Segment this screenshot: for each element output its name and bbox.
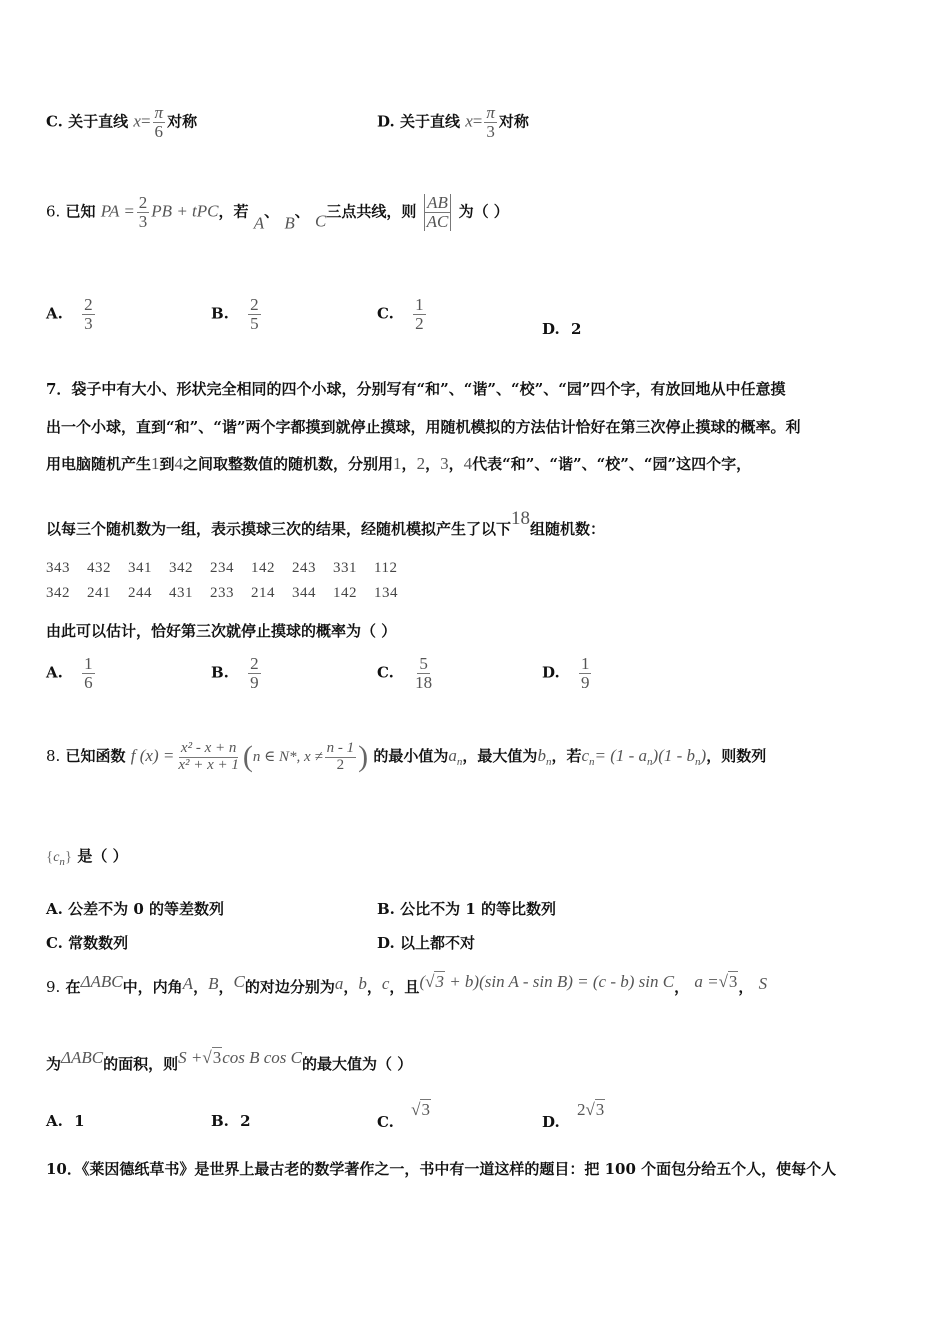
- option-text: 公差不为 0 的等差数列: [68, 900, 224, 918]
- random-number: 432: [87, 560, 111, 576]
- random-numbers-row-2: [46, 585, 415, 602]
- right-paren: ): [358, 740, 369, 773]
- q6-option-a: [46, 296, 97, 333]
- fraction: [484, 104, 497, 141]
- angle-b: B: [208, 974, 219, 993]
- option-text: 以上都不对: [399, 934, 475, 952]
- fraction: [82, 655, 95, 692]
- fraction: [413, 655, 434, 692]
- a-equals: a =: [694, 972, 719, 991]
- comma: ，: [738, 978, 754, 996]
- sqrt-radicand: 3: [595, 1100, 605, 1119]
- function-name: f (x) =: [130, 746, 175, 765]
- angle-c: C: [233, 972, 245, 991]
- random-number: 134: [374, 585, 398, 601]
- point-label: C: [315, 211, 327, 231]
- frac-den: 5: [250, 313, 259, 333]
- stem-text: ，且: [389, 978, 420, 996]
- separator: 、: [264, 202, 280, 221]
- equation: (√3 + b)(sin A - sin B) = (c - b) sin C: [419, 972, 675, 991]
- number: 4: [174, 454, 184, 473]
- side-a: a: [334, 974, 344, 993]
- abs-ratio: [424, 194, 452, 231]
- random-number: 142: [251, 560, 275, 576]
- option-text: 常数数列: [68, 934, 129, 952]
- stem-text: ，若: [551, 747, 582, 765]
- random-number: 342: [46, 585, 70, 601]
- option-text: 关于直线: [68, 112, 129, 131]
- q8-stem-2: [46, 845, 128, 868]
- option-letter: B.: [211, 1112, 229, 1130]
- comma: ，: [218, 978, 234, 996]
- comma: ，: [425, 455, 441, 473]
- stem-text: 中，内角: [122, 978, 183, 996]
- stem-text: 为: [46, 1055, 62, 1073]
- left-paren: (: [242, 740, 253, 773]
- var-c: c: [53, 850, 60, 865]
- number: 1: [393, 454, 402, 473]
- comma: ，: [193, 978, 209, 996]
- angle-a: A: [182, 974, 194, 993]
- subscript: n: [545, 756, 552, 768]
- var-b: b: [537, 746, 546, 765]
- equals-sign: =: [472, 111, 483, 131]
- left-brace: {: [46, 849, 54, 865]
- random-number: 431: [169, 585, 193, 601]
- comma: ，: [674, 978, 690, 996]
- stem-text: ，则数列: [706, 747, 767, 765]
- option-letter: B.: [211, 304, 229, 323]
- frac-den: 18: [415, 672, 433, 692]
- stem-text: 的最小值为: [373, 747, 449, 765]
- frac-num: 5: [419, 654, 428, 673]
- comma: ，: [448, 455, 464, 473]
- q7-line-4: [46, 508, 605, 539]
- right-brace: }: [64, 849, 73, 865]
- sqrt-radicand: 3: [435, 972, 444, 991]
- option-letter: A.: [46, 663, 63, 682]
- q7-option-d: [542, 655, 593, 692]
- q7-question: 由此可以估计，恰好第三次就停止摸球的概率为（ ）: [46, 622, 397, 640]
- frac-den: 6: [154, 121, 164, 141]
- paren: (: [419, 972, 426, 991]
- frac-num: 1: [84, 654, 93, 673]
- stem-text: 之间取整数值的随机数，分别用: [183, 455, 394, 473]
- frac-num: π: [486, 103, 495, 122]
- question-number: 9.: [46, 978, 61, 996]
- option-letter: D.: [377, 934, 395, 952]
- q7-line-2: 出一个小球，直到“和”、“谐”两个字都摸到就停止摸球，用随机模拟的方法估计恰好在第三次停止摸球的概率。利: [46, 418, 801, 436]
- option-value: 2: [570, 320, 582, 338]
- stem-text: 已知: [65, 202, 96, 221]
- comma: ，: [366, 978, 382, 996]
- frac-num: 2: [250, 654, 259, 673]
- frac-num: 1: [580, 654, 590, 673]
- stem-text: 为（ ）: [458, 202, 509, 221]
- fraction: [579, 655, 592, 692]
- option-value: 2: [240, 1112, 251, 1130]
- abs-ac: AC: [424, 213, 452, 231]
- option-letter: D.: [377, 112, 395, 131]
- option-letter: D.: [542, 1113, 560, 1131]
- option-text: 公比不为 1 的等比数列: [400, 900, 557, 918]
- frac-den: 3: [138, 211, 148, 231]
- q6-stem: [46, 194, 509, 233]
- stem-text: 的对边分别为: [244, 978, 335, 996]
- fraction: [413, 296, 426, 333]
- subscript: n: [647, 756, 653, 768]
- question-number: 8.: [46, 747, 61, 765]
- random-number: 142: [333, 585, 357, 601]
- q9-option-d: D. 2√3: [542, 1100, 605, 1131]
- stem-text: 的最大值为（ ）: [302, 1055, 413, 1073]
- subscript: n: [456, 756, 463, 768]
- frac-num: x² - x + n: [180, 739, 237, 756]
- number: 2: [416, 454, 426, 473]
- fraction: [137, 194, 150, 231]
- fraction: [153, 104, 166, 141]
- comma: ，: [343, 978, 359, 996]
- frac-num: 2: [84, 295, 93, 314]
- q6-option-b: [211, 296, 263, 333]
- random-number: 343: [46, 560, 70, 576]
- random-number: 241: [87, 585, 111, 601]
- coefficient: 2: [576, 1100, 586, 1119]
- var-a: a: [448, 746, 457, 765]
- option-letter: A.: [46, 1112, 63, 1130]
- frac-num: 1: [415, 295, 424, 314]
- separator: 、: [294, 202, 310, 221]
- equals-sign: =: [140, 111, 151, 131]
- fraction: [176, 741, 241, 774]
- stem-text: 已知函数: [65, 747, 126, 765]
- stem-text: ，最大值为: [462, 747, 538, 765]
- option-text-end: 对称: [167, 112, 198, 131]
- fraction: [325, 741, 357, 774]
- var-x: x: [133, 111, 141, 131]
- option-letter: C.: [377, 304, 394, 323]
- random-number: 342: [169, 560, 193, 576]
- stem-text: 代表“和”、“谐”、“校”、“园”这四个字，: [472, 455, 752, 473]
- expr: cos B cos C: [222, 1048, 302, 1067]
- point-label: B: [284, 213, 295, 233]
- number: 18: [511, 508, 531, 529]
- option-letter: C.: [46, 112, 63, 131]
- random-number: 243: [292, 560, 316, 576]
- frac-num: 2: [250, 295, 259, 314]
- triangle-label: ΔABC: [61, 1048, 104, 1067]
- frac-den: 9: [250, 672, 259, 692]
- random-number: 244: [128, 585, 152, 601]
- question-number: 6.: [46, 202, 61, 221]
- q9-stem-2: 为ΔABC的面积，则S +√3cos B cos C的最大值为（ ）: [46, 1048, 413, 1073]
- q9-stem: 9. 在ΔABC中，内角A，B，C的对边分别为a，b，c，且(√3 + b)(sin A - sin B) = (c - b) sin C， a =√3， S: [46, 972, 768, 996]
- q8-option-a: [46, 898, 224, 919]
- sqrt-radicand: 3: [212, 1048, 222, 1067]
- domain-condition: n ∈ N*, x ≠: [252, 749, 323, 765]
- option-letter: D.: [542, 663, 560, 682]
- q7-option-c: [377, 655, 436, 692]
- sqrt-radicand: 3: [421, 1100, 430, 1119]
- option-letter: D.: [542, 320, 560, 338]
- vector-expr: PB + tPC: [151, 201, 219, 221]
- subscript: n: [695, 756, 701, 768]
- abs-ab: AB: [424, 194, 451, 213]
- expr: ): [700, 746, 707, 765]
- q6-option-c: [377, 296, 428, 333]
- option-letter: A.: [46, 900, 63, 918]
- option-letter: C.: [377, 1113, 394, 1131]
- q6-option-d: [542, 320, 581, 338]
- option-value: 1: [74, 1112, 85, 1130]
- random-number: 112: [374, 560, 398, 576]
- q8-option-b: [377, 898, 556, 919]
- q7-option-a: [46, 655, 97, 692]
- option-letter: B.: [211, 663, 229, 682]
- q7-line-3: [46, 453, 751, 474]
- frac-den: 6: [84, 672, 93, 692]
- subscript: n: [589, 756, 595, 768]
- option-letter: C.: [377, 663, 394, 682]
- frac-den: 9: [580, 672, 590, 692]
- frac-num: π: [154, 103, 164, 122]
- option-text: 关于直线: [399, 112, 460, 131]
- random-number: 233: [210, 585, 234, 601]
- q8-option-d: [377, 932, 475, 953]
- frac-den: x² + x + 1: [178, 756, 239, 773]
- q9-option-c: C. √3: [377, 1100, 430, 1131]
- stem-text: 三点共线，则: [326, 202, 417, 221]
- random-number: 344: [292, 585, 316, 601]
- triangle-label: ΔABC: [80, 972, 123, 991]
- vector-expr: PA =: [100, 201, 135, 221]
- var-c: c: [581, 746, 589, 765]
- side-c: c: [381, 974, 390, 993]
- q10-line-1: 10．《莱因德纸草书》是世界上最古老的数学著作之一，书中有一道这样的题目：把 100 个面包分给五个人，使每个人: [46, 1160, 837, 1178]
- fraction: [248, 655, 261, 692]
- number: 3: [440, 454, 449, 473]
- q5-option-d: [377, 104, 529, 141]
- frac-den: 2: [336, 756, 345, 773]
- side-b: b: [358, 974, 367, 993]
- expr: S +: [178, 1048, 203, 1067]
- stem-text: 是（ ）: [77, 847, 128, 865]
- frac-den: 3: [84, 313, 93, 333]
- stem-text: 的面积，则: [103, 1055, 179, 1073]
- random-number: 234: [210, 560, 234, 576]
- equation-rest: + b)(sin A - sin B) = (c - b) sin C: [449, 972, 675, 991]
- number: 1: [151, 454, 160, 473]
- option-letter: A.: [46, 304, 63, 323]
- random-number: 341: [128, 560, 152, 576]
- stem-text: 以每三个随机数为一组，表示摸球三次的结果，经随机模拟产生了以下: [46, 520, 512, 538]
- stem-text: 到: [159, 455, 175, 473]
- random-numbers-row-1: [46, 560, 414, 577]
- option-letter: B.: [377, 900, 395, 918]
- expr: = (1 - a: [594, 746, 648, 765]
- stem-text: 在: [65, 978, 81, 996]
- subscript: n: [59, 856, 65, 868]
- q8-stem: [46, 740, 766, 774]
- q9-option-a: [46, 1112, 85, 1130]
- frac-num: n - 1: [326, 739, 355, 756]
- q7-line-1: 7．袋子中有大小、形状完全相同的四个小球，分别写有“和”、“谐”、“校”、“园”四个字，有放回地从中任意摸: [46, 380, 786, 398]
- q5-option-c: [46, 104, 197, 141]
- stem-text: 用电脑随机产生: [46, 455, 152, 473]
- random-number: 214: [251, 585, 275, 601]
- q9-option-b: [211, 1112, 251, 1130]
- fraction: [82, 296, 95, 333]
- frac-den: 2: [415, 313, 424, 333]
- fraction: [248, 296, 261, 333]
- random-number: 331: [333, 560, 357, 576]
- frac-den: 3: [486, 121, 495, 141]
- point-label: A: [253, 213, 265, 233]
- expr: )(1 - b: [652, 746, 696, 765]
- frac-num: 2: [138, 193, 148, 212]
- option-letter: C.: [46, 934, 63, 952]
- q8-option-c: [46, 932, 128, 953]
- stem-text: 组随机数：: [530, 520, 606, 538]
- sqrt-radicand: 3: [728, 972, 738, 991]
- var-x: x: [465, 111, 473, 131]
- comma: ，: [401, 455, 417, 473]
- number: 4: [463, 454, 473, 473]
- stem-text: ，若: [218, 202, 249, 221]
- area-s: S: [758, 974, 768, 993]
- q7-option-b: [211, 655, 263, 692]
- option-text-end: 对称: [498, 112, 529, 131]
